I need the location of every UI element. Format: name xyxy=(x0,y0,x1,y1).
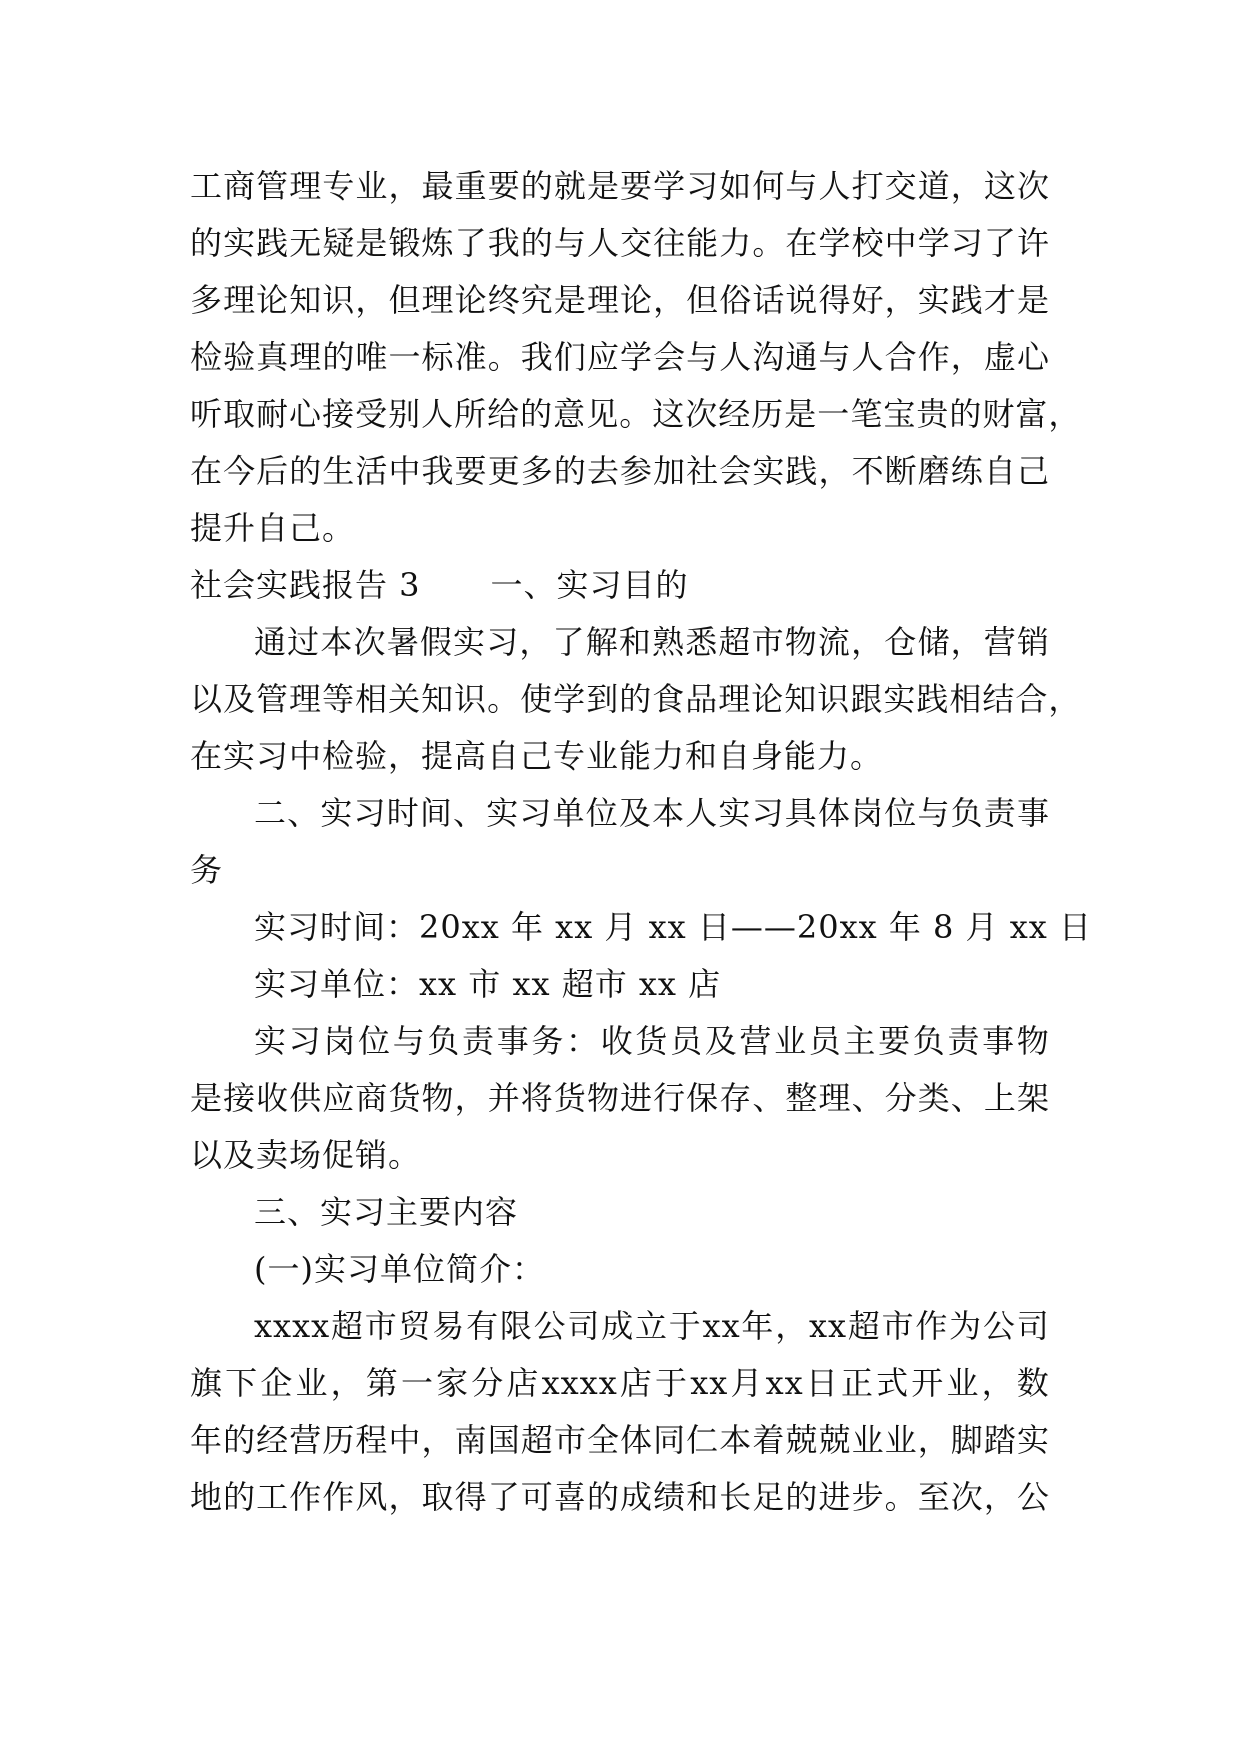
line-text: xxxx 超 市 贸 易 有 限 公 司 成 立 于 xx 年 ， xx 超 市 作 为 公 司 xyxy=(254,1307,1050,1345)
paragraph-line xyxy=(190,500,1050,557)
paragraph-line xyxy=(190,842,1050,899)
paragraph-line xyxy=(190,614,1050,671)
line-text: 实习时间：20xx 年 xx 月 xx 日——20xx 年 8 月 xx 日 xyxy=(254,908,1092,946)
paragraph-line xyxy=(190,956,1050,1013)
paragraph-line xyxy=(190,215,1050,272)
line-text: 提升自己。 xyxy=(190,509,356,547)
line-text: 以及卖场促销。 xyxy=(190,1136,422,1174)
paragraph-line xyxy=(190,1469,1050,1526)
report-title: 社会实践报告 3 xyxy=(190,566,421,604)
paragraph-line xyxy=(190,671,1082,728)
line-text: 年 的 经 营 历 程 中 ， 南 国 超 市 全 体 同 仁 本 着 兢 兢 业 业 ， 脚 踏 实 xyxy=(190,1421,1050,1459)
line-text: 实 习 岗 位 与 负 责 事 务 ： 收 货 员 及 营 业 员 主 要 负 责 事 物 xyxy=(254,1022,1050,1060)
paragraph-line xyxy=(190,1127,1050,1184)
paragraph-line xyxy=(190,1298,1050,1355)
paragraph-line xyxy=(190,1013,1050,1070)
paragraph-line xyxy=(190,386,1082,443)
heading-gap xyxy=(421,557,491,614)
paragraph-line xyxy=(190,158,1050,215)
line-text: 的 实 践 无 疑 是 锻 炼 了 我 的 与 人 交 往 能 力 。 在 学 校 中 学 习 了 许 xyxy=(190,224,1050,262)
line-text: 工 商 管 理 专 业 ， 最 重 要 的 就 是 要 学 习 如 何 与 人 打 交 道 ， 这 次 xyxy=(190,167,1050,205)
paragraph-line xyxy=(190,1070,1050,1127)
paragraph-line xyxy=(190,899,1092,956)
paragraph-line xyxy=(190,1184,1050,1241)
line-text: 地 的 工 作 作 风 ， 取 得 了 可 喜 的 成 绩 和 长 足 的 进 步 。 至 次 ， 公 xyxy=(190,1478,1050,1516)
paragraph-line xyxy=(190,1241,1050,1298)
paragraph-line xyxy=(190,728,1050,785)
line-text: 旗 下 企 业 ， 第 一 家 分 店 xxxx 店 于 xx 月 xx 日 正 式 开 业 ， 数 xyxy=(190,1364,1050,1402)
section-heading xyxy=(190,557,1050,614)
line-text: (一)实习单位简介： xyxy=(254,1250,545,1288)
paragraph-line xyxy=(190,1412,1050,1469)
paragraph-line xyxy=(190,785,1050,842)
section-title: 一、实习目的 xyxy=(490,566,689,604)
paragraph-line xyxy=(190,443,1050,500)
paragraph-line xyxy=(190,1355,1050,1412)
line-text: 实习单位：xx 市 xx 超市 xx 店 xyxy=(254,965,722,1003)
line-text: 通 过 本 次 暑 假 实 习 ， 了 解 和 熟 悉 超 市 物 流 ， 仓 储 ， 营 销 xyxy=(254,623,1050,661)
line-text: 在 今 后 的 生 活 中 我 要 更 多 的 去 参 加 社 会 实 践 ， 不 断 磨 练 自 己 xyxy=(190,452,1050,490)
document-body xyxy=(190,158,1092,1526)
line-text: 以 及 管 理 等 相 关 知 识 。 使 学 到 的 食 品 理 论 知 识 跟 实 践 相 结 合 ， xyxy=(190,680,1082,718)
line-text: 三、实习主要内容 xyxy=(254,1193,519,1231)
paragraph-line xyxy=(190,329,1050,386)
line-text: 二 、 实 习 时 间 、 实 习 单 位 及 本 人 实 习 具 体 岗 位 与 负 责 事 xyxy=(254,794,1050,832)
paragraph-line xyxy=(190,272,1050,329)
line-text: 检 验 真 理 的 唯 一 标 准 。 我 们 应 学 会 与 人 沟 通 与 人 合 作 ， 虚 心 xyxy=(190,338,1050,376)
line-text: 务 xyxy=(190,851,224,889)
line-text: 听 取 耐 心 接 受 别 人 所 给 的 意 见 。 这 次 经 历 是 一 笔 宝 贵 的 财 富 ， xyxy=(190,395,1082,433)
line-text: 多 理 论 知 识 ， 但 理 论 终 究 是 理 论 ， 但 俗 话 说 得 好 ， 实 践 才 是 xyxy=(190,281,1050,319)
line-text: 是 接 收 供 应 商 货 物 ， 并 将 货 物 进 行 保 存 、 整 理 、 分 类 、 上 架 xyxy=(190,1079,1050,1117)
line-text: 在实习中检验，提高自己专业能力和自身能力。 xyxy=(190,737,884,775)
